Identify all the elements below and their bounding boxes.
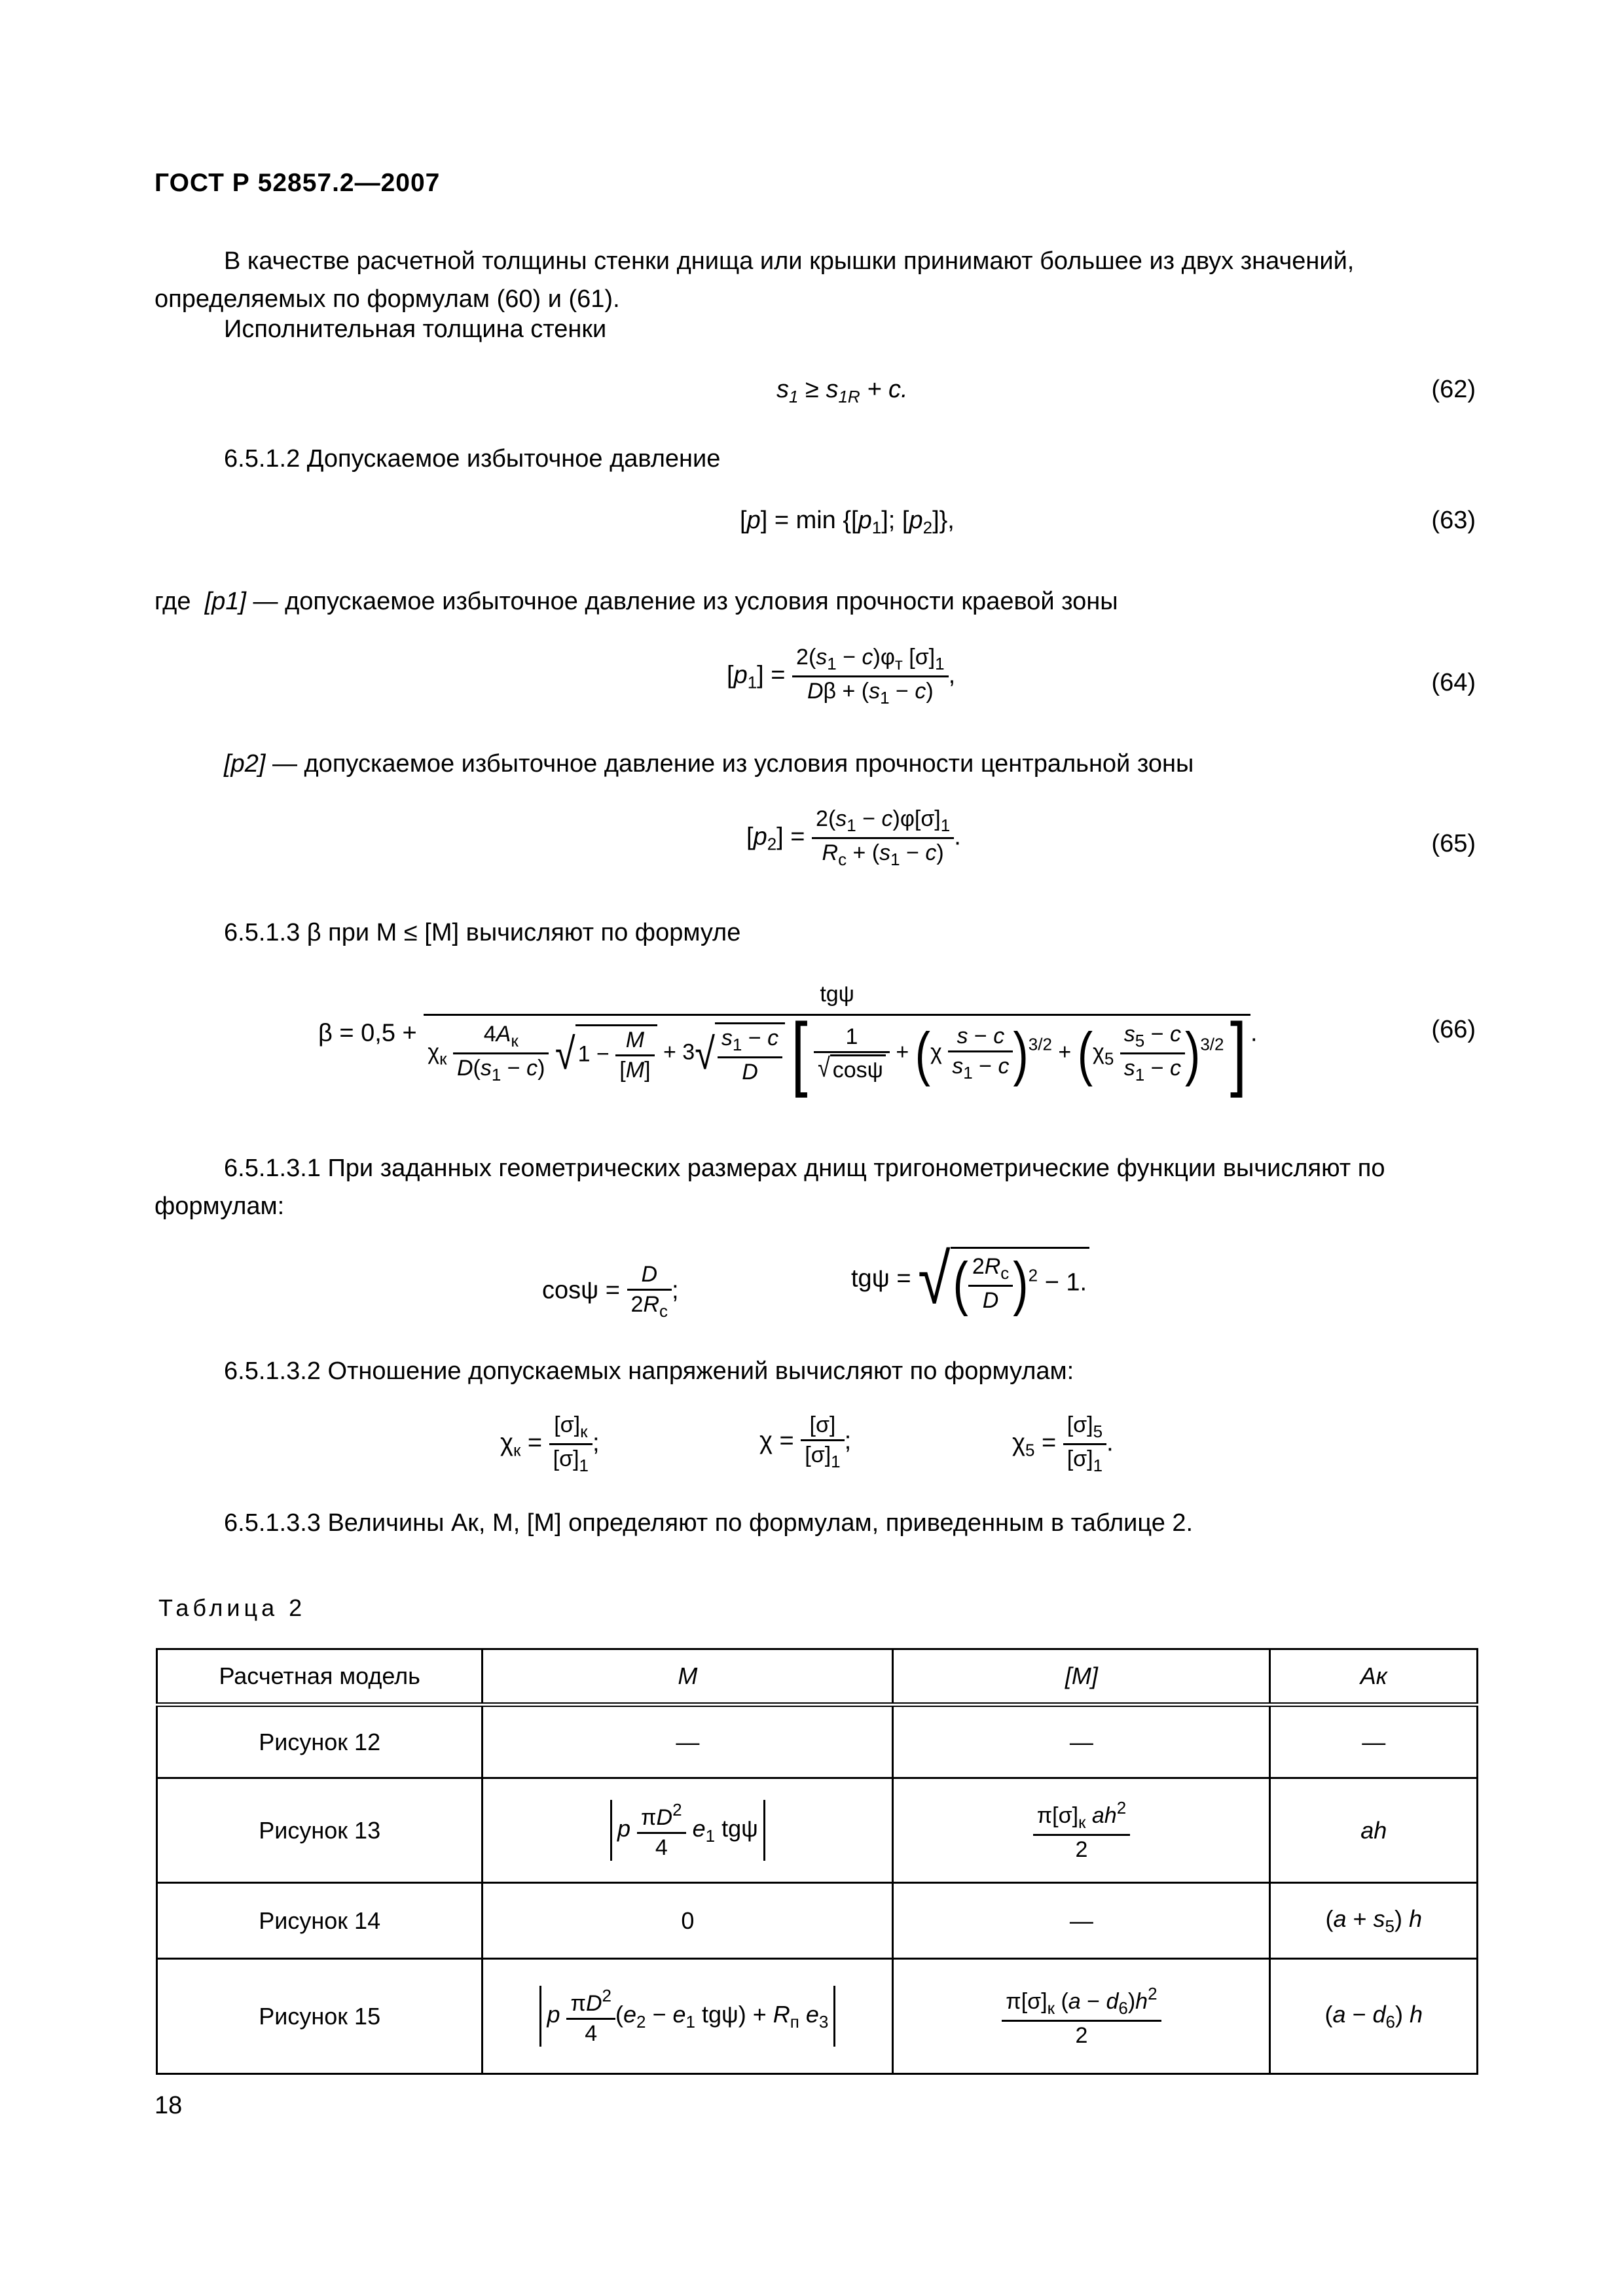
paragraph-6-5-1-3-3: 6.5.1.3.3 Величины Aк, M, [M] определяют по формулам, приведенным в таблице 2.: [224, 1509, 1194, 1537]
cell-Ak: ah: [1270, 1778, 1478, 1883]
table-row: [157, 1883, 1478, 1959]
definition-p2: [224, 750, 1194, 778]
equation-number-64: (64): [1431, 669, 1476, 696]
header-M-allow: [M]: [893, 1649, 1270, 1705]
cell-model: Рисунок 13: [157, 1778, 483, 1883]
paragraph-6-5-1-2: 6.5.1.2 Допускаемое избыточное давление: [224, 445, 721, 473]
page-number: 18: [155, 2092, 183, 2119]
cell-M-allow-formula-15: $\frac{\pi[\sigma]_к (a - d_6)h^2}{2}$: [893, 1959, 1270, 2074]
definition-p1: [155, 588, 1118, 616]
document-header: ГОСТ Р 52857.2—2007: [155, 169, 441, 197]
paragraph-6-5-1-3-2: 6.5.1.3.2 Отношение допускаемых напряжений вычисляют по формулам:: [224, 1357, 1074, 1385]
header-model: Расчетная модель: [157, 1649, 483, 1705]
paragraph-executive-thickness: Исполнительная толщина стенки: [224, 315, 607, 343]
table-row: [157, 1705, 1478, 1778]
paragraph-6-5-1-3: 6.5.1.3 β при M ≤ [M] вычисляют по формуле: [224, 919, 741, 946]
cell-M-allow: —: [893, 1883, 1270, 1959]
table-row: [157, 1778, 1478, 1883]
cell-Ak: —: [1270, 1705, 1478, 1778]
definition-symbol-p1: [p1]: [204, 588, 246, 615]
definition-pre: где: [155, 588, 191, 615]
equation-number-62: (62): [1431, 376, 1476, 403]
table-row: [157, 1959, 1478, 2074]
formula-chi: χ = $\frac{[\sigma]}{[\sigma]_1}$ ;: [759, 1412, 852, 1471]
formula-chi-k: $\chi_к$ = $\frac{[\sigma]_к}{[\sigma]_1}$ ;: [500, 1412, 600, 1475]
cell-Ak-formula-14: $(a + s_5)$ h: [1270, 1883, 1478, 1959]
cell-model: Рисунок 14: [157, 1883, 483, 1959]
definition-text-p1: — допускаемое избыточное давление из условия прочности краевой зоны: [253, 588, 1118, 615]
table-2: [156, 1648, 1478, 2075]
cell-M: —: [483, 1705, 893, 1778]
header-M: M: [483, 1649, 893, 1705]
header-Ak: Aк: [1270, 1649, 1478, 1705]
table-caption: Таблица 2: [158, 1594, 306, 1621]
formula-chi-5: $\chi_5$ = $\frac{[\sigma]_5}{[\sigma]_1}$ .: [1012, 1412, 1114, 1475]
formula-tg-psi: tgψ = √( $\frac{2R_с}{D}$ )$^2$ − 1.: [851, 1246, 1089, 1314]
cell-M-allow: —: [893, 1705, 1270, 1778]
paragraph-6-5-1-3-1: 6.5.1.3.1 При заданных геометрических размерах днищ тригонометрические функции вычисляют по формулам:: [155, 1155, 1385, 1220]
definition-text-p2: — допускаемое избыточное давление из условия прочности центральной зоны: [272, 750, 1194, 778]
equation-number-63: (63): [1431, 507, 1476, 534]
equation-number-66: (66): [1431, 1016, 1476, 1043]
definition-symbol-p2: [p2]: [224, 750, 266, 778]
equation-number-65: (65): [1431, 830, 1476, 857]
table-header-row: [157, 1649, 1478, 1705]
formula-63: $[p] = \min \{[p_1]$; $[p_2]$},: [740, 507, 955, 537]
cell-Ak-formula-15: $(a - d_6)$ h: [1270, 1959, 1478, 2074]
formula-66: β = 0,5 + tgψ $\chi_к$ $\frac{4A_к}{D(s_1 - c)}$ √ 1 − $\frac{M}{[M]}$ + 3√ $\frac{s_1 - c}{D}$ [ $\frac{1}{√ \cos\psi}$ + (χ $\frac{s - c}{s_1 - c}$ )$^{3/2} + (\chi_5$ $\frac{s_5 - c}{s_1 - c}$ )$^{3/2}$ ] .: [318, 982, 1258, 1099]
formula-65: $[p_2]$ = $\frac{2(s_1 - c)\varphi[\sigma]_1}{R_с + (s_1 - c)}$ .: [746, 806, 961, 869]
cell-M-formula-13: p $\frac{\pi D^2}{4}$ $e_1$ tgψ: [483, 1778, 893, 1883]
paragraph-thickness: В качестве расчетной толщины стенки днища или крышки принимают большее из двух значений, определяемых по формулам (60) и (61).: [155, 247, 1355, 313]
formula-62: $s_1 \ge s_{1R} + c$.: [776, 376, 908, 406]
cell-M-allow-formula-13: $\frac{\pi[\sigma]_к ah^2}{2}$: [893, 1778, 1270, 1883]
cell-model: Рисунок 15: [157, 1959, 483, 2074]
cell-model: Рисунок 12: [157, 1705, 483, 1778]
cell-M-formula-15: p $\frac{\pi D^2}{4}$ ($e_2 - e_1$ $tg\psi) + R_п$ $e_3$: [483, 1959, 893, 2074]
formula-cos-psi: cosψ = $\frac{D}{2R_с}$ ;: [542, 1262, 679, 1321]
formula-64: $[p_1]$ = $\frac{2(s_1 - c)\varphi_т [\sigma]_1}{D\beta + (s_1 - c)}$ ,: [727, 645, 956, 708]
cell-M: 0: [483, 1883, 893, 1959]
